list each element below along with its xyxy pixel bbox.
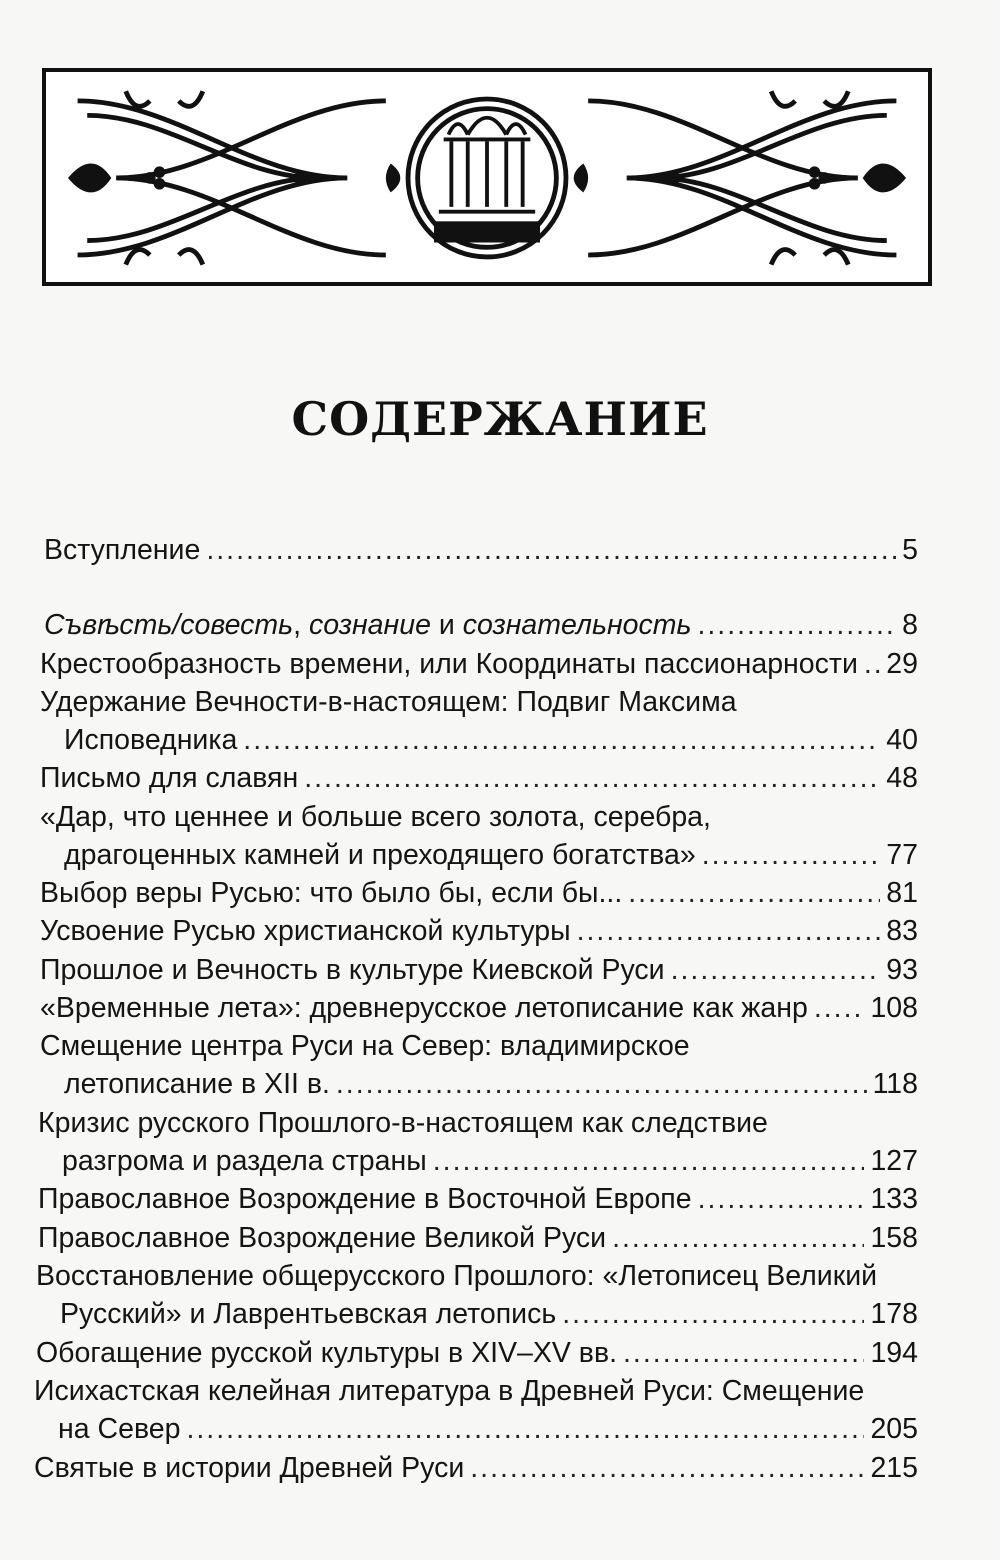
toc-entry: Прошлое и Вечность в культуре Киевской Руси ..... 93 bbox=[40, 953, 918, 987]
toc-entry: летописание в XII в. ..... 118 bbox=[64, 1067, 918, 1101]
page-number: 205 bbox=[870, 1413, 918, 1445]
decorative-header-ornament bbox=[42, 68, 932, 286]
leader-dots bbox=[470, 1451, 864, 1485]
toc-entry: Крестообразность времени, или Координаты пассионарности ..... 29 bbox=[40, 647, 918, 681]
page-number: 215 bbox=[870, 1452, 918, 1484]
page-number: 178 bbox=[870, 1298, 918, 1330]
toc-entry-line: Исихастская келейная литература в Древней Руси: Смещение bbox=[34, 1375, 865, 1407]
toc-entry-line: Смещение центра Руси на Север: владимирское bbox=[40, 1030, 690, 1062]
toc-entry: Православное Возрождение Великой Руси ..... 158 bbox=[38, 1221, 918, 1255]
toc-entry: Съвѣсть/совесть, сознание и сознательность ..... 8 bbox=[44, 608, 918, 642]
page-number: 40 bbox=[886, 724, 918, 756]
ornament-icon bbox=[46, 72, 928, 282]
leader-dots bbox=[671, 953, 881, 987]
leader-dots bbox=[336, 1067, 867, 1101]
toc-entry-line: «Дар, что ценнее и больше всего золота, серебра, bbox=[40, 801, 711, 833]
leader-dots bbox=[814, 991, 865, 1025]
toc-entry-intro: Вступление ..... 5 bbox=[44, 533, 918, 567]
page-number: 118 bbox=[872, 1068, 918, 1100]
toc-entry: Обогащение русской культуры в XIV–XV вв. ..... 194 bbox=[36, 1336, 918, 1370]
page-number: 83 bbox=[886, 915, 918, 947]
toc-entry: Исповедника ..... 40 bbox=[64, 723, 918, 757]
page-number: 194 bbox=[870, 1337, 918, 1369]
page-number: 77 bbox=[886, 839, 918, 871]
leader-dots bbox=[864, 647, 880, 681]
page-number: 158 bbox=[870, 1222, 918, 1254]
toc-entry: Письмо для славян ..... 48 bbox=[40, 761, 918, 795]
toc-entry-line: Кризис русского Прошлого-в-настоящем как следствие bbox=[38, 1107, 768, 1139]
leader-dots bbox=[206, 533, 896, 567]
toc-entry: разгрома и раздела страны ..... 127 bbox=[62, 1144, 918, 1178]
toc-entry: Святые в истории Древней Руси ..... 215 bbox=[34, 1451, 918, 1485]
toc-entry: Выбор веры Русью: что было бы, если бы... ..... 81 bbox=[40, 876, 918, 910]
page-number: 48 bbox=[886, 762, 918, 794]
leader-dots bbox=[612, 1221, 864, 1255]
page-number: 29 bbox=[886, 648, 918, 680]
toc-entry: Русский» и Лаврентьевская летопись ..... 178 bbox=[60, 1297, 918, 1331]
toc-entry: на Север ..... 205 bbox=[58, 1412, 918, 1446]
leader-dots bbox=[562, 1297, 864, 1331]
page-number: 127 bbox=[870, 1145, 918, 1177]
toc-entry: Усвоение Русью христианской культуры ..... 83 bbox=[40, 914, 918, 948]
leader-dots bbox=[243, 723, 880, 757]
leader-dots bbox=[623, 1336, 864, 1370]
page-number: 133 bbox=[870, 1183, 918, 1215]
toc-entry: «Временные лета»: древнерусское летописание как жанр ..... 108 bbox=[40, 991, 918, 1025]
toc-entry-line: Восстановление общерусского Прошлого: «Летописец Великий bbox=[36, 1260, 878, 1292]
leader-dots bbox=[697, 608, 896, 642]
leader-dots bbox=[433, 1144, 865, 1178]
leader-dots bbox=[698, 1182, 865, 1216]
page-title: СОДЕРЖАНИЕ bbox=[291, 392, 709, 446]
toc-entry: Православное Возрождение в Восточной Европе ..... 133 bbox=[38, 1182, 918, 1216]
page-number: 93 bbox=[886, 954, 918, 986]
leader-dots bbox=[304, 761, 880, 795]
leader-dots bbox=[702, 838, 881, 872]
leader-dots bbox=[628, 876, 880, 910]
toc-entry-line: Удержание Вечности-в-настоящем: Подвиг Максима bbox=[40, 686, 737, 718]
leader-dots bbox=[577, 914, 881, 948]
page-number: 81 bbox=[886, 877, 918, 909]
page-number: 108 bbox=[870, 992, 918, 1024]
page-number: 5 bbox=[902, 534, 918, 566]
leader-dots bbox=[186, 1412, 864, 1446]
toc-entry: драгоценных камней и преходящего богатства» ..... 77 bbox=[64, 838, 918, 872]
page-number: 8 bbox=[902, 609, 918, 641]
